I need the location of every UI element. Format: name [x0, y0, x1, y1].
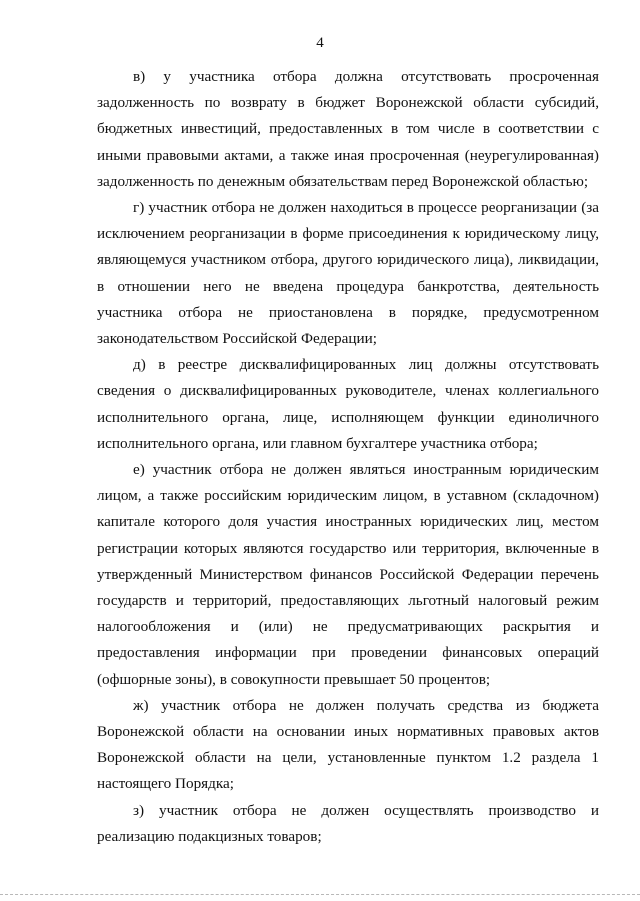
paragraph-z: з) участник отбора не должен осуществлять производство и реализацию подакцизных товаров; — [97, 801, 599, 845]
paragraph-e: е) участник отбора не должен являться иностранным юридическим лицом, а также российским юридическим лицом, в уставном (складочном) капитале которого доля участия иностранных юридических лиц, местом регистрации которых являются государство или территория, включенные в утвержденный Министерством финансов Российской Федерации перечень государств и территорий, предоставляющих льготный налоговый режим налогообложения и (или) не предусматривающих раскрытия и предоставления информации при проведении финансовых операций (офшорные зоны), в совокупности превышает 50 процентов; — [97, 461, 599, 688]
document-body — [97, 64, 599, 850]
page-number: 4 — [316, 35, 324, 51]
paragraph-d: д) в реестре дисквалифицированных лиц должны отсутствовать сведения о дисквалифицированных руководителе, членах коллегиального исполнительного органа, лице, исполняющем функции единоличного исполнительного органа, или главном бухгалтере участника отбора; — [97, 356, 599, 452]
paragraph-v: в) у участника отбора должна отсутствовать просроченная задолженность по возврату в бюджет Воронежской области субсидий, бюджетных инвестиций, предоставленных в том числе в соответствии с иными правовыми актами, а также иная просроченная (неурегулированная) задолженность по денежным обязательствам перед Воронежской областью; — [97, 68, 599, 190]
page-bottom-edge — [0, 894, 640, 895]
paragraph-zh: ж) участник отбора не должен получать средства из бюджета Воронежской области на основании иных нормативных правовых актов Воронежской области на цели, установленные пунктом 1.2 раздела 1 настоящего Порядка; — [97, 696, 599, 793]
paragraph-g: г) участник отбора не должен находиться в процессе реорганизации (за исключением реорганизации в форме присоединения к юридическому лицу, являющемуся участником отбора, другого юридического лица), ликвидации, в отношении него не введена процедура банкротства, деятельность участника отбора не приостановлена в порядке, предусмотренном законодательством Российской Федерации; — [97, 199, 599, 348]
